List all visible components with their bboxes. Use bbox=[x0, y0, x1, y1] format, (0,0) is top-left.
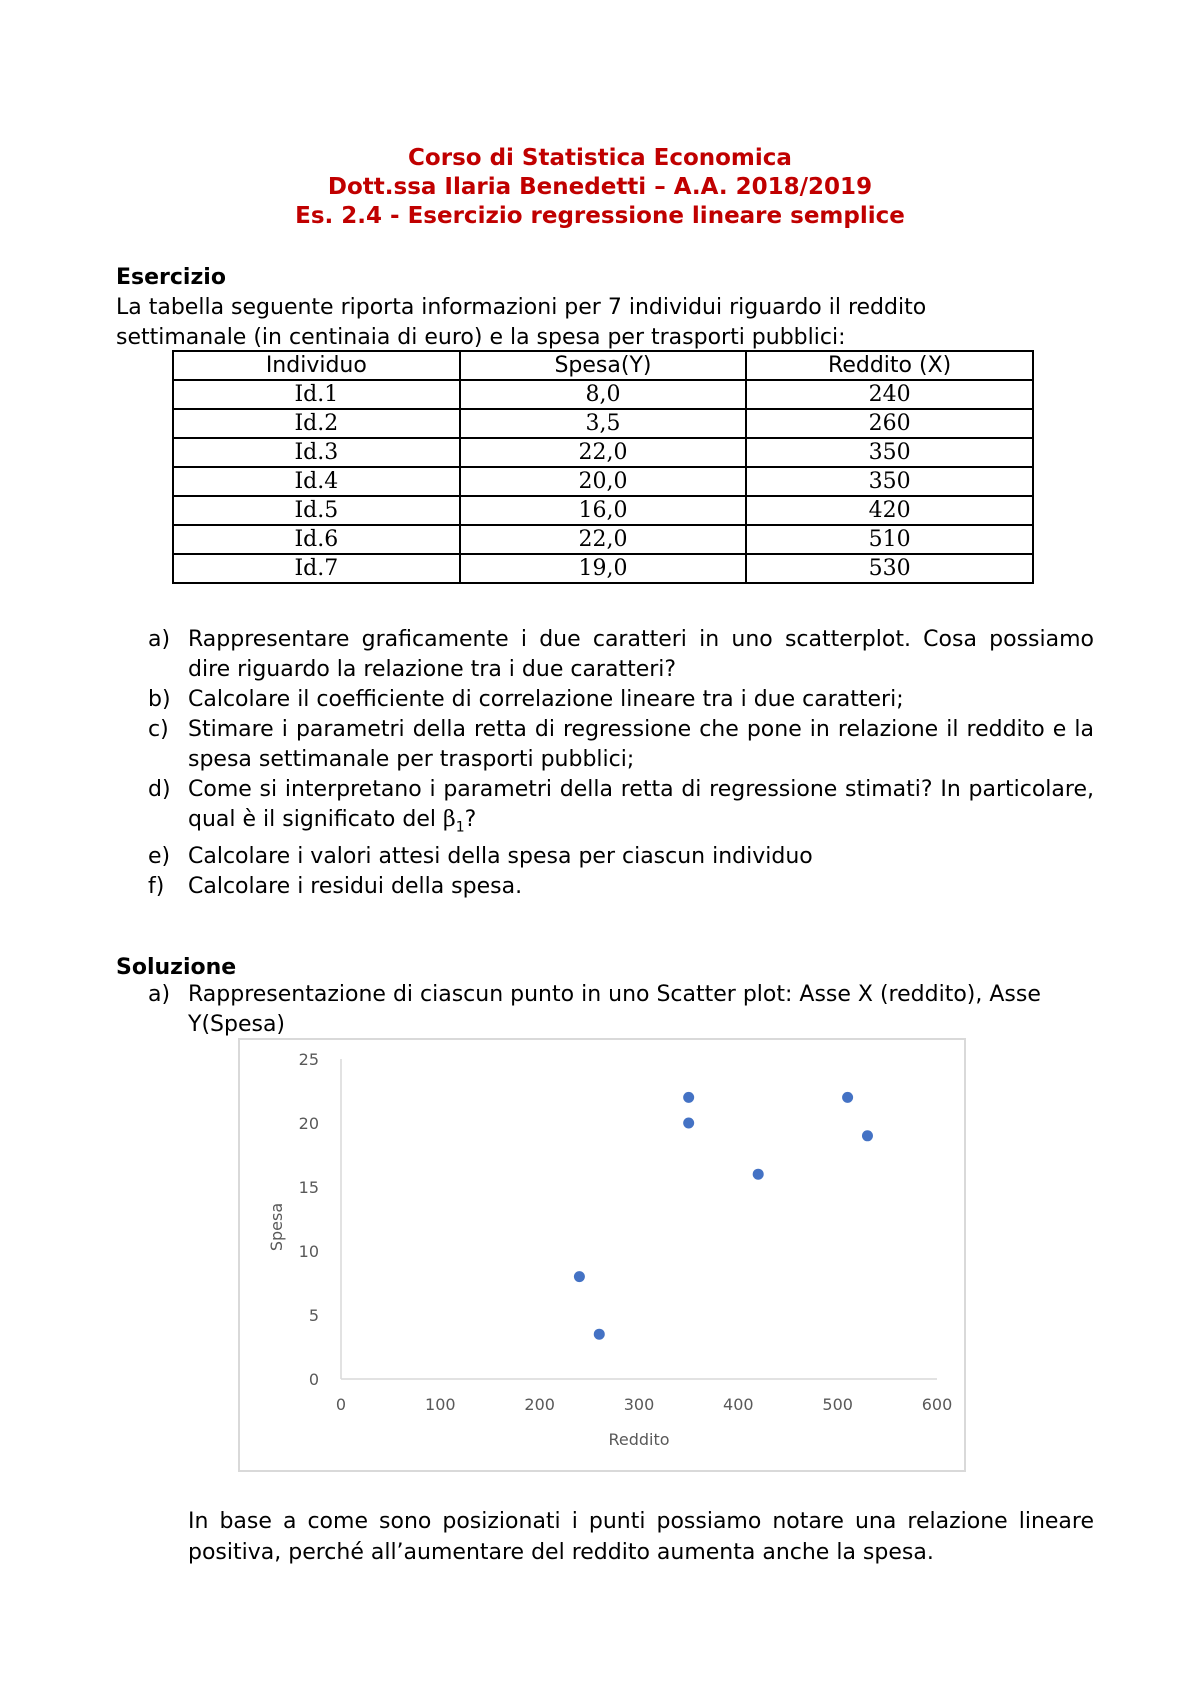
data-point bbox=[594, 1329, 605, 1340]
table-cell: 19,0 bbox=[460, 554, 747, 583]
question-text: Rappresentare graficamente i due caratteri in uno scatterplot. Cosa possiamo dire riguardo la relazione tra i due caratteri? bbox=[188, 627, 1094, 682]
table-row bbox=[173, 409, 1033, 438]
course-title: Corso di Statistica Economica bbox=[408, 145, 792, 171]
exercise-heading: Esercizio bbox=[116, 265, 226, 290]
data-point bbox=[753, 1169, 764, 1180]
table-row bbox=[173, 380, 1033, 409]
question-item bbox=[148, 685, 1094, 715]
y-tick-label: 20 bbox=[298, 1114, 319, 1133]
data-table bbox=[172, 350, 1034, 584]
data-point bbox=[683, 1118, 694, 1129]
table-cell: Id.2 bbox=[173, 409, 460, 438]
question-label: d) bbox=[148, 777, 171, 802]
scatter-chart-frame bbox=[238, 1038, 966, 1472]
exercise-intro-line2: settimanale (in centinaia di euro) e la spesa per trasporti pubblici: bbox=[116, 325, 846, 350]
exercise-intro-line1: La tabella seguente riporta informazioni per 7 individui riguardo il reddito bbox=[116, 295, 927, 320]
x-tick-label: 600 bbox=[921, 1395, 953, 1414]
x-tick-label: 400 bbox=[723, 1395, 754, 1414]
table-cell: 260 bbox=[746, 409, 1033, 438]
question-item bbox=[148, 775, 1094, 842]
scatter-chart bbox=[240, 1040, 964, 1470]
question-text: Calcolare il coefficiente di correlazione lineare tra i due caratteri; bbox=[188, 687, 904, 712]
question-list bbox=[148, 625, 1094, 902]
table-row bbox=[173, 525, 1033, 554]
question-item bbox=[148, 625, 1094, 685]
question-label: b) bbox=[148, 687, 171, 712]
question-item bbox=[148, 715, 1094, 775]
y-tick-label: 5 bbox=[308, 1306, 319, 1325]
table-cell: 20,0 bbox=[460, 467, 747, 496]
y-tick-label: 25 bbox=[298, 1050, 319, 1069]
table-row bbox=[173, 467, 1033, 496]
data-point bbox=[862, 1130, 873, 1141]
table-cell: 530 bbox=[746, 554, 1033, 583]
table-row bbox=[173, 438, 1033, 467]
question-label: c) bbox=[148, 717, 169, 742]
exercise-title: Es. 2.4 - Esercizio regressione lineare semplice bbox=[295, 203, 905, 229]
x-axis-label: Reddito bbox=[608, 1430, 670, 1449]
solution-text: Rappresentazione di ciascun punto in uno Scatter plot: Asse X (reddito), Asse Y(Spesa) bbox=[188, 982, 1041, 1037]
solution-label: a) bbox=[148, 982, 171, 1007]
question-text-end: ? bbox=[464, 807, 477, 832]
question-text: Calcolare i valori attesi della spesa per ciascun individuo bbox=[188, 844, 813, 870]
x-tick-label: 100 bbox=[425, 1395, 456, 1414]
table-header-cell: Reddito (X) bbox=[746, 351, 1033, 380]
beta-subscript: 1 bbox=[455, 819, 465, 836]
table-cell: 240 bbox=[746, 380, 1033, 409]
table-cell: 350 bbox=[746, 467, 1033, 496]
table-row bbox=[173, 496, 1033, 525]
teacher-line: Dott.ssa Ilaria Benedetti – A.A. 2018/2019 bbox=[327, 174, 873, 200]
x-tick-label: 0 bbox=[335, 1395, 347, 1414]
question-text: Calcolare i residui della spesa. bbox=[188, 874, 523, 900]
data-point bbox=[683, 1092, 694, 1103]
question-label: f) bbox=[148, 874, 165, 900]
data-point bbox=[842, 1092, 853, 1103]
closing-paragraph: In base a come sono posizionati i punti possiamo notare una relazione lineare positiva, perché all’aumentare del reddito aumenta anche la spesa. bbox=[188, 1509, 1094, 1565]
question-text: Stimare i parametri della retta di regressione che pone in relazione il reddito e la spesa settimanale per trasporti pubblici; bbox=[188, 717, 1094, 772]
table-cell: Id.3 bbox=[173, 438, 460, 467]
table-cell: 510 bbox=[746, 525, 1033, 554]
x-tick-label: 500 bbox=[822, 1395, 853, 1414]
question-label: a) bbox=[148, 627, 171, 652]
x-tick-label: 200 bbox=[524, 1395, 555, 1414]
table-cell: Id.6 bbox=[173, 525, 460, 554]
beta-symbol: β bbox=[442, 807, 456, 832]
table-header-row bbox=[173, 351, 1033, 380]
table-header-cell: Individuo bbox=[173, 351, 460, 380]
solution-heading: Soluzione bbox=[116, 955, 237, 980]
table-cell: 3,5 bbox=[460, 409, 747, 438]
solution-item bbox=[148, 980, 1094, 1040]
table-cell: Id.4 bbox=[173, 467, 460, 496]
question-label: e) bbox=[148, 844, 171, 870]
data-point bbox=[574, 1271, 585, 1282]
table-cell: Id.1 bbox=[173, 380, 460, 409]
y-tick-label: 10 bbox=[298, 1242, 319, 1261]
table-row bbox=[173, 554, 1033, 583]
question-item bbox=[148, 872, 1094, 902]
table-cell: 350 bbox=[746, 438, 1033, 467]
question-text: Come si interpretano i parametri della retta di regressione stimati? In particolare, qual è il significato del bbox=[188, 777, 1094, 832]
table-cell: 22,0 bbox=[460, 525, 747, 554]
document-header bbox=[0, 144, 1200, 231]
table-cell: Id.7 bbox=[173, 554, 460, 583]
y-tick-label: 15 bbox=[298, 1178, 319, 1197]
table-cell: 22,0 bbox=[460, 438, 747, 467]
table-cell: 420 bbox=[746, 496, 1033, 525]
table-cell: Id.5 bbox=[173, 496, 460, 525]
table-cell: 16,0 bbox=[460, 496, 747, 525]
y-tick-label: 0 bbox=[308, 1370, 319, 1389]
x-tick-label: 300 bbox=[623, 1395, 655, 1414]
y-axis-label: Spesa bbox=[267, 1202, 286, 1252]
table-cell: 8,0 bbox=[460, 380, 747, 409]
table-header-cell: Spesa(Y) bbox=[460, 351, 747, 380]
question-item bbox=[148, 842, 1094, 872]
